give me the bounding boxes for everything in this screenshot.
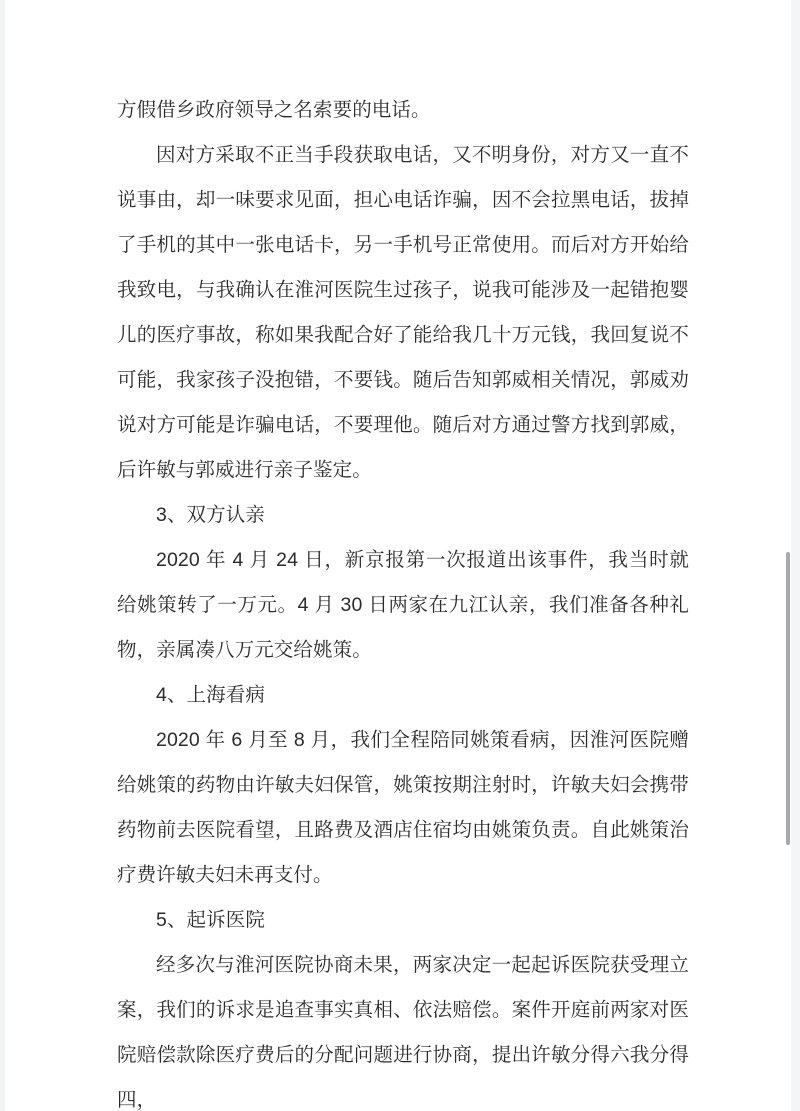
right-page-gutter: [791, 0, 800, 1111]
body-paragraph: 2020 年 6 月至 8 月，我们全程陪同姚策看病，因淮河医院赠给姚策的药物由许敏夫妇保管，姚策按期注射时，许敏夫妇会携带药物前去医院看望，且路费及酒店住宿均由姚策负责。自此姚策治疗费许敏夫妇未再支付。: [117, 729, 689, 886]
section-heading: 4、上海看病: [156, 684, 265, 706]
vertical-scrollbar-track[interactable]: [785, 0, 791, 1111]
body-paragraph: 经多次与淮河医院协商未果，两家决定一起起诉医院获受理立案，我们的诉求是追查事实真相、依法赔偿。案件开庭前两家对医院赔偿款除医疗费后的分配问题进行协商，提出许敏分得六我分得四，: [117, 954, 689, 1111]
body-paragraph: 2020 年 4 月 24 日，新京报第一次报道出该事件，我当时就给姚策转了一万元。4 月 30 日两家在九江认亲，我们准备各种礼物，亲属凑八万元交给姚策。: [117, 549, 689, 661]
vertical-scrollbar-thumb[interactable]: [786, 552, 790, 845]
document-text-body: [117, 0, 689, 1111]
section-heading: 3、双方认亲: [156, 504, 265, 526]
document-viewport[interactable]: [5, 0, 791, 1111]
body-paragraph: 方假借乡政府领导之名索要的电话。: [117, 99, 431, 121]
section-heading: 5、起诉医院: [156, 909, 265, 931]
body-paragraph: 因对方采取不正当手段获取电话，又不明身份，对方又一直不说事由，却一味要求见面，担心电话诈骗，因不会拉黑电话，拔掉了手机的其中一张电话卡，另一手机号正常使用。而后对方开始给我致电，与我确认在淮河医院生过孩子，说我可能涉及一起错抱婴儿的医疗事故，称如果我配合好了能给我几十万元钱，我回复说不可能，我家孩子没抱错，不要钱。随后告知郭威相关情况，郭威劝说对方可能是诈骗电话，不要理他。随后对方通过警方找到郭威，后许敏与郭威进行亲子鉴定。: [117, 144, 689, 481]
document-page: [117, 0, 689, 1111]
